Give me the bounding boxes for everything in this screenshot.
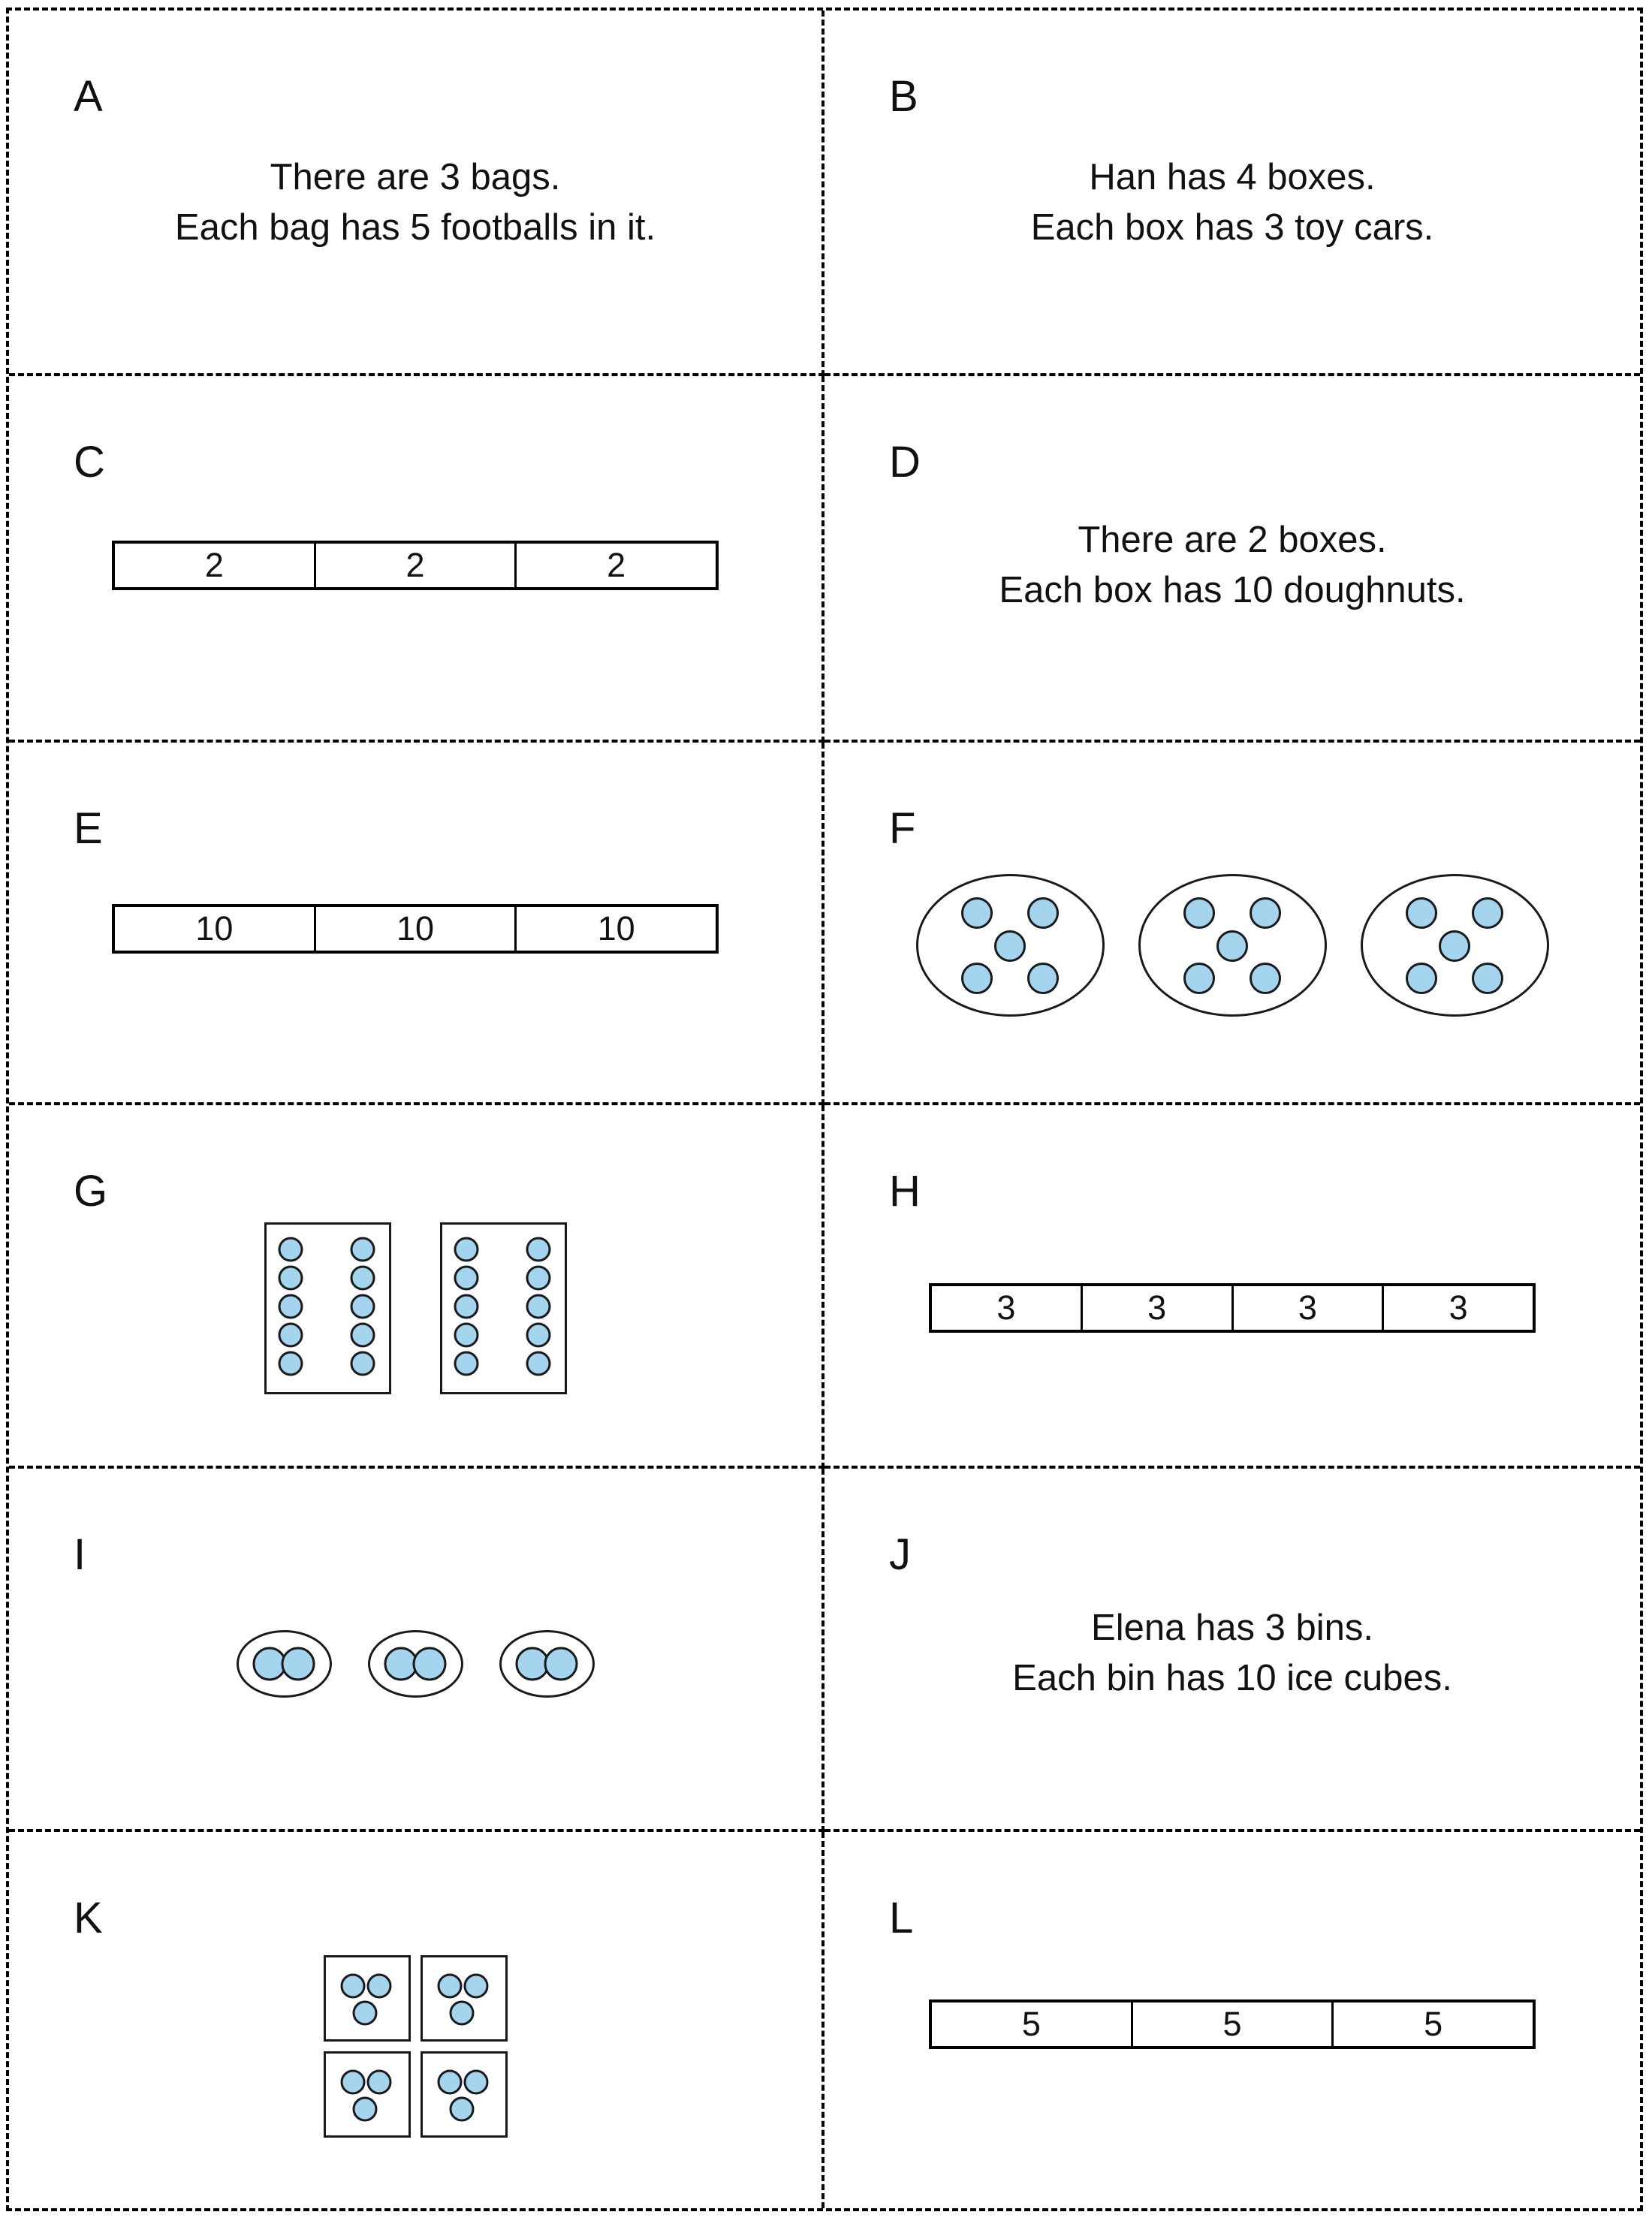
card-l: [824, 1832, 1640, 2208]
tape-cell: 2: [314, 544, 515, 587]
groups-content: [264, 1222, 567, 1394]
tape-content: [112, 904, 719, 954]
counter-dot: [526, 1294, 551, 1318]
tape-cell: 5: [1331, 2002, 1533, 2046]
card-letter-label: K: [74, 1894, 103, 1942]
card-d: [824, 376, 1640, 743]
card-g: [9, 1105, 824, 1469]
dot-groups: [237, 1630, 595, 1698]
tape-diagram: [929, 1999, 1536, 2049]
counter-dot: [340, 2070, 365, 2095]
card-i: [9, 1469, 824, 1832]
tape-cell: 5: [1131, 2002, 1332, 2046]
card-letter-label: G: [74, 1167, 108, 1216]
card-letter-label: B: [889, 72, 918, 121]
card-j: [824, 1469, 1640, 1832]
counter-dot: [454, 1351, 479, 1376]
counter-dot: [526, 1237, 551, 1261]
tape-cell: 10: [314, 907, 515, 951]
tape-cell: 10: [195, 909, 234, 948]
counter-dot: [454, 1322, 479, 1347]
counter-dot: [279, 1294, 303, 1318]
counter-dot: [351, 1237, 375, 1261]
counter-dot: [1472, 963, 1503, 994]
counter-dot: [1027, 897, 1059, 929]
text-line: Each box has 10 doughnuts.: [999, 570, 1466, 610]
text-line: There are 2 boxes.: [1078, 520, 1387, 560]
counter-dot: [367, 1974, 392, 1999]
card-k: [9, 1832, 824, 2208]
counter-dot: [279, 1322, 303, 1347]
text-line: Each bin has 10 ice cubes.: [1012, 1658, 1452, 1698]
counter-dot: [351, 1322, 375, 1347]
tape-cell: 2: [514, 544, 716, 587]
dot-groups: [916, 874, 1549, 1017]
text-content: [1031, 152, 1434, 253]
card-b: [824, 11, 1640, 376]
text-line: Elena has 3 bins.: [1091, 1608, 1373, 1648]
square-group: [421, 1955, 508, 2042]
counter-dot: [282, 1647, 315, 1681]
tape-cell: 10: [514, 907, 716, 951]
counter-dot: [353, 2097, 378, 2122]
counter-dot: [279, 1265, 303, 1290]
counter-dot: [450, 2097, 475, 2122]
counter-dot: [437, 2070, 462, 2095]
card-letter-label: I: [74, 1530, 86, 1579]
groups-content: [916, 874, 1549, 1017]
counter-dot: [279, 1237, 303, 1261]
counter-dot: [464, 1974, 489, 1999]
tape-content: [929, 1283, 1536, 1333]
small-oval-group: [368, 1630, 463, 1698]
card-letter-label: D: [889, 438, 921, 487]
counter-dot: [1216, 930, 1248, 962]
card-letter-label: F: [889, 804, 916, 853]
small-oval-group: [237, 1630, 332, 1698]
card-letter-label: A: [74, 72, 103, 121]
counter-dot: [351, 1265, 375, 1290]
text-content: [1012, 1603, 1452, 1704]
counter-dot: [279, 1351, 303, 1376]
counter-dot: [413, 1647, 447, 1681]
counter-dot: [450, 2001, 475, 2026]
counter-dot: [1250, 897, 1281, 929]
counter-dot: [1406, 897, 1437, 929]
counter-dot: [961, 963, 993, 994]
counter-dot: [1250, 963, 1281, 994]
counter-dot: [544, 1647, 578, 1681]
groups-content: [237, 1630, 595, 1698]
counter-dot: [526, 1351, 551, 1376]
tape-diagram: [112, 904, 719, 954]
counter-dot: [526, 1322, 551, 1347]
card-grid: [6, 8, 1643, 2211]
card-c: [9, 376, 824, 743]
counter-dot: [994, 930, 1026, 962]
card-letter-label: C: [74, 438, 105, 487]
tape-diagram: [929, 1283, 1536, 1333]
small-oval-group: [499, 1630, 595, 1698]
tape-content: [929, 1999, 1536, 2049]
tape-cell: 5: [1021, 2004, 1041, 2043]
card-a: [9, 11, 824, 376]
counter-dot: [454, 1294, 479, 1318]
tape-cell: 2: [204, 546, 224, 584]
tall-rect-group: [264, 1222, 391, 1394]
counter-dot: [464, 2070, 489, 2095]
square-group: [421, 2051, 508, 2138]
tape-content: [112, 541, 719, 590]
tall-rect-group: [440, 1222, 567, 1394]
counter-dot: [1406, 963, 1437, 994]
counter-dot: [1472, 897, 1503, 929]
text-line: Each bag has 5 footballs in it.: [174, 206, 656, 248]
counter-dot: [454, 1265, 479, 1290]
text-line: There are 3 bags.: [270, 156, 561, 197]
tape-cell: 3: [1382, 1286, 1533, 1330]
card-letter-label: E: [74, 804, 103, 853]
card-h: [824, 1105, 1640, 1469]
groups-content: [324, 1955, 508, 2138]
text-line: Han has 4 boxes.: [1089, 156, 1376, 197]
square-group: [324, 1955, 411, 2042]
counter-dot: [526, 1265, 551, 1290]
card-letter-label: J: [889, 1530, 911, 1579]
counter-dot: [961, 897, 993, 929]
tape-cell: 3: [1081, 1286, 1231, 1330]
square-group: [324, 2051, 411, 2138]
counter-dot: [367, 2070, 392, 2095]
text-content: [999, 515, 1465, 616]
tape-cell: 3: [1231, 1286, 1382, 1330]
counter-dot: [1027, 963, 1059, 994]
card-letter-label: H: [889, 1167, 921, 1216]
text-line: Each box has 3 toy cars.: [1030, 206, 1434, 248]
counter-dot: [454, 1237, 479, 1261]
tape-diagram: [112, 541, 719, 590]
dot-groups: [264, 1222, 567, 1394]
oval-group: [1138, 874, 1327, 1017]
oval-group: [1361, 874, 1549, 1017]
counter-dot: [351, 1294, 375, 1318]
counter-dot: [437, 1974, 462, 1999]
card-f: [824, 743, 1640, 1105]
counter-dot: [1183, 897, 1215, 929]
counter-dot: [340, 1974, 365, 1999]
counter-dot: [351, 1351, 375, 1376]
text-content: [175, 152, 656, 253]
card-e: [9, 743, 824, 1105]
counter-dot: [353, 2001, 378, 2026]
counter-dot: [1183, 963, 1215, 994]
dot-groups: [324, 1955, 508, 2138]
tape-cell: 3: [996, 1288, 1016, 1327]
counter-dot: [1439, 930, 1470, 962]
card-letter-label: L: [889, 1894, 914, 1942]
oval-group: [916, 874, 1105, 1017]
